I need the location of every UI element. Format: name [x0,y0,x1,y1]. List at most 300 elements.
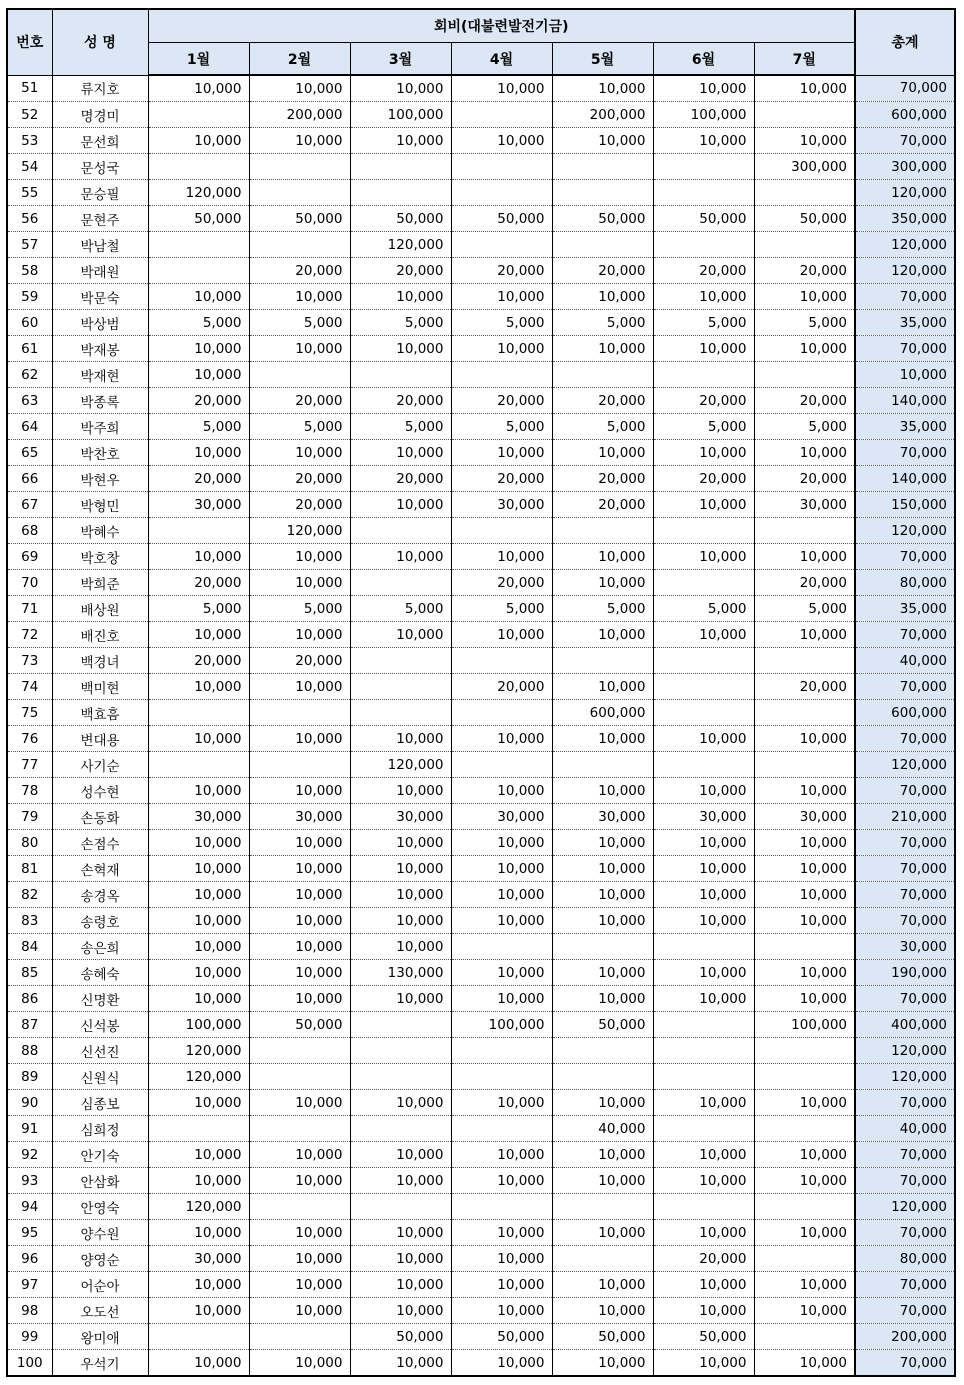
cell-month-3: 10,000 [350,1246,451,1272]
cell-month-3: 10,000 [350,492,451,518]
cell-name: 문성국 [52,154,148,180]
cell-name: 성수현 [52,778,148,804]
cell-month-7: 10,000 [754,1090,855,1116]
cell-name: 배진호 [52,622,148,648]
cell-total: 190,000 [855,960,955,986]
table-row [7,726,955,752]
cell-total: 70,000 [855,986,955,1012]
cell-month-6 [653,518,754,544]
cell-month-5: 10,000 [552,1350,653,1377]
cell-month-5: 10,000 [552,908,653,934]
cell-month-6 [653,700,754,726]
cell-month-3 [350,180,451,206]
cell-month-1: 10,000 [148,960,249,986]
cell-month-4: 20,000 [451,570,552,596]
cell-name: 박주희 [52,414,148,440]
cell-month-7: 10,000 [754,284,855,310]
cell-month-3: 10,000 [350,1350,451,1377]
cell-total: 35,000 [855,596,955,622]
cell-no: 93 [7,1168,52,1194]
cell-month-7: 10,000 [754,1220,855,1246]
cell-month-4: 10,000 [451,1298,552,1324]
cell-month-1: 10,000 [148,362,249,388]
cell-month-1: 10,000 [148,986,249,1012]
cell-no: 57 [7,232,52,258]
cell-month-5: 10,000 [552,1168,653,1194]
cell-name: 박남철 [52,232,148,258]
cell-total: 120,000 [855,232,955,258]
cell-month-2 [249,752,350,778]
table-row [7,934,955,960]
cell-month-6: 10,000 [653,336,754,362]
cell-month-3: 10,000 [350,284,451,310]
cell-month-5: 30,000 [552,804,653,830]
cell-total: 210,000 [855,804,955,830]
table-row [7,232,955,258]
header-month-3: 3월 [350,43,451,76]
cell-month-2: 10,000 [249,1298,350,1324]
cell-month-7: 10,000 [754,336,855,362]
cell-month-4: 10,000 [451,1142,552,1168]
cell-month-2 [249,1324,350,1350]
table-row [7,102,955,128]
cell-no: 59 [7,284,52,310]
cell-name: 왕미애 [52,1324,148,1350]
cell-month-7: 10,000 [754,1142,855,1168]
cell-name: 백경녀 [52,648,148,674]
cell-no: 63 [7,388,52,414]
cell-month-5: 10,000 [552,622,653,648]
cell-month-3: 120,000 [350,232,451,258]
cell-no: 67 [7,492,52,518]
cell-month-5 [552,1064,653,1090]
cell-name: 송경옥 [52,882,148,908]
cell-month-6: 20,000 [653,1246,754,1272]
cell-name: 신명환 [52,986,148,1012]
cell-month-3: 10,000 [350,778,451,804]
table-row [7,830,955,856]
header-name: 성 명 [52,9,148,75]
cell-month-7: 20,000 [754,388,855,414]
cell-month-2: 5,000 [249,596,350,622]
cell-month-1: 10,000 [148,1168,249,1194]
cell-month-7: 10,000 [754,1272,855,1298]
cell-name: 안삼화 [52,1168,148,1194]
cell-month-5: 10,000 [552,1220,653,1246]
cell-month-4: 5,000 [451,596,552,622]
cell-month-2: 10,000 [249,882,350,908]
cell-month-2 [249,1116,350,1142]
cell-no: 75 [7,700,52,726]
cell-month-2 [249,1064,350,1090]
cell-name: 우석기 [52,1350,148,1377]
header-total: 총계 [855,9,955,75]
cell-total: 70,000 [855,1272,955,1298]
cell-month-1 [148,700,249,726]
cell-month-6: 50,000 [653,1324,754,1350]
cell-month-5 [552,1194,653,1220]
cell-no: 91 [7,1116,52,1142]
cell-month-1: 10,000 [148,440,249,466]
cell-no: 79 [7,804,52,830]
cell-month-1 [148,518,249,544]
table-row [7,258,955,284]
table-row [7,1090,955,1116]
cell-name: 손혁재 [52,856,148,882]
table-row [7,414,955,440]
cell-total: 70,000 [855,128,955,154]
cell-month-4 [451,934,552,960]
cell-month-4: 10,000 [451,908,552,934]
cell-no: 100 [7,1350,52,1377]
cell-name: 배상원 [52,596,148,622]
cell-total: 40,000 [855,1116,955,1142]
cell-total: 120,000 [855,1038,955,1064]
cell-month-7: 10,000 [754,778,855,804]
cell-month-6: 10,000 [653,960,754,986]
cell-month-4: 10,000 [451,778,552,804]
cell-month-7 [754,518,855,544]
header-month-1: 1월 [148,43,249,76]
cell-month-3 [350,1064,451,1090]
table-row [7,1298,955,1324]
cell-name: 명경미 [52,102,148,128]
cell-month-7: 10,000 [754,1168,855,1194]
cell-month-3 [350,648,451,674]
cell-month-4 [451,1064,552,1090]
cell-month-5: 10,000 [552,544,653,570]
cell-month-7: 10,000 [754,882,855,908]
cell-name: 심희정 [52,1116,148,1142]
cell-name: 박재현 [52,362,148,388]
cell-month-4 [451,154,552,180]
cell-month-3 [350,674,451,700]
cell-no: 96 [7,1246,52,1272]
cell-month-1: 20,000 [148,570,249,596]
cell-no: 86 [7,986,52,1012]
cell-month-1: 10,000 [148,1272,249,1298]
cell-month-4: 20,000 [451,674,552,700]
cell-month-6: 10,000 [653,986,754,1012]
cell-month-2: 10,000 [249,726,350,752]
header-no: 번호 [7,9,52,75]
cell-name: 문현주 [52,206,148,232]
table-row [7,336,955,362]
cell-month-7: 5,000 [754,310,855,336]
cell-month-6: 5,000 [653,310,754,336]
cell-month-3: 10,000 [350,726,451,752]
dues-table [6,8,956,1377]
cell-month-5: 10,000 [552,128,653,154]
cell-month-1: 5,000 [148,414,249,440]
cell-name: 박문숙 [52,284,148,310]
cell-month-3: 20,000 [350,466,451,492]
cell-month-3 [350,1012,451,1038]
cell-month-4: 10,000 [451,856,552,882]
cell-month-6 [653,180,754,206]
cell-month-5: 5,000 [552,596,653,622]
cell-month-3: 10,000 [350,856,451,882]
cell-name: 박재봉 [52,336,148,362]
table-row [7,1142,955,1168]
cell-month-7 [754,102,855,128]
cell-month-3 [350,1194,451,1220]
table-row [7,492,955,518]
cell-month-6: 5,000 [653,414,754,440]
cell-month-5: 10,000 [552,882,653,908]
cell-month-3: 10,000 [350,1220,451,1246]
cell-month-7: 10,000 [754,1298,855,1324]
cell-month-5: 20,000 [552,258,653,284]
cell-month-4: 10,000 [451,1090,552,1116]
header-month-6: 6월 [653,43,754,76]
cell-month-5: 20,000 [552,466,653,492]
cell-month-2: 10,000 [249,674,350,700]
cell-month-6: 10,000 [653,544,754,570]
cell-month-6: 10,000 [653,440,754,466]
cell-total: 10,000 [855,362,955,388]
cell-month-5: 10,000 [552,674,653,700]
table-row [7,1038,955,1064]
cell-month-2: 20,000 [249,492,350,518]
cell-no: 99 [7,1324,52,1350]
cell-month-1: 10,000 [148,726,249,752]
cell-total: 70,000 [855,856,955,882]
cell-name: 박종록 [52,388,148,414]
cell-total: 120,000 [855,180,955,206]
cell-month-6 [653,752,754,778]
cell-month-6 [653,1194,754,1220]
cell-month-4 [451,180,552,206]
cell-month-1: 10,000 [148,674,249,700]
cell-month-6: 10,000 [653,128,754,154]
cell-month-3: 20,000 [350,258,451,284]
cell-month-3 [350,570,451,596]
cell-month-4 [451,700,552,726]
cell-no: 62 [7,362,52,388]
cell-month-5 [552,180,653,206]
cell-month-5: 5,000 [552,310,653,336]
header-month-4: 4월 [451,43,552,76]
cell-no: 56 [7,206,52,232]
cell-month-4: 10,000 [451,336,552,362]
cell-month-4 [451,1038,552,1064]
table-row [7,284,955,310]
cell-month-4: 10,000 [451,986,552,1012]
cell-name: 송은희 [52,934,148,960]
cell-month-2: 20,000 [249,388,350,414]
cell-month-5: 50,000 [552,1324,653,1350]
cell-month-3: 10,000 [350,1298,451,1324]
cell-month-2: 120,000 [249,518,350,544]
cell-total: 140,000 [855,388,955,414]
cell-total: 70,000 [855,882,955,908]
table-row [7,700,955,726]
cell-month-5 [552,154,653,180]
cell-month-2: 20,000 [249,258,350,284]
cell-month-2: 50,000 [249,206,350,232]
header-dues-group: 회비(대불련발전기금) [148,9,855,43]
cell-month-2: 20,000 [249,466,350,492]
cell-month-6: 10,000 [653,1220,754,1246]
cell-month-3: 50,000 [350,206,451,232]
cell-month-2: 10,000 [249,1272,350,1298]
cell-total: 70,000 [855,544,955,570]
cell-month-6 [653,1012,754,1038]
cell-month-1: 10,000 [148,1142,249,1168]
cell-month-7: 10,000 [754,75,855,102]
cell-month-3: 10,000 [350,440,451,466]
cell-month-7 [754,180,855,206]
cell-month-2: 10,000 [249,544,350,570]
cell-month-1: 10,000 [148,544,249,570]
cell-month-7 [754,1246,855,1272]
cell-month-3 [350,154,451,180]
cell-month-2: 10,000 [249,622,350,648]
cell-month-1 [148,1324,249,1350]
cell-month-2: 10,000 [249,778,350,804]
cell-month-5: 10,000 [552,1298,653,1324]
cell-month-3: 10,000 [350,1142,451,1168]
cell-no: 54 [7,154,52,180]
cell-total: 300,000 [855,154,955,180]
cell-month-6: 10,000 [653,882,754,908]
cell-total: 150,000 [855,492,955,518]
cell-no: 71 [7,596,52,622]
cell-month-1: 120,000 [148,180,249,206]
cell-month-7 [754,1064,855,1090]
cell-month-1 [148,258,249,284]
cell-month-2: 10,000 [249,934,350,960]
cell-month-5: 600,000 [552,700,653,726]
cell-month-6: 20,000 [653,258,754,284]
cell-name: 변대용 [52,726,148,752]
cell-month-2: 5,000 [249,414,350,440]
cell-no: 60 [7,310,52,336]
cell-name: 어순아 [52,1272,148,1298]
cell-month-4: 20,000 [451,388,552,414]
cell-month-3 [350,518,451,544]
cell-month-5: 10,000 [552,440,653,466]
cell-month-2 [249,1194,350,1220]
cell-month-5: 20,000 [552,492,653,518]
cell-name: 사기순 [52,752,148,778]
cell-month-7 [754,1324,855,1350]
cell-no: 70 [7,570,52,596]
cell-total: 120,000 [855,1194,955,1220]
cell-month-6: 10,000 [653,284,754,310]
cell-month-4: 10,000 [451,830,552,856]
cell-month-4: 10,000 [451,284,552,310]
cell-month-1: 10,000 [148,336,249,362]
table-row [7,206,955,232]
cell-name: 양수원 [52,1220,148,1246]
cell-month-3: 10,000 [350,830,451,856]
cell-month-2: 10,000 [249,570,350,596]
table-row [7,1012,955,1038]
cell-total: 80,000 [855,570,955,596]
cell-month-3 [350,1038,451,1064]
cell-month-1: 120,000 [148,1194,249,1220]
cell-month-7: 30,000 [754,492,855,518]
cell-total: 120,000 [855,258,955,284]
table-row [7,180,955,206]
cell-month-4: 10,000 [451,544,552,570]
cell-no: 95 [7,1220,52,1246]
cell-month-6 [653,570,754,596]
cell-month-3: 10,000 [350,986,451,1012]
cell-month-1: 20,000 [148,648,249,674]
cell-no: 77 [7,752,52,778]
cell-month-1: 10,000 [148,622,249,648]
cell-no: 69 [7,544,52,570]
cell-total: 35,000 [855,310,955,336]
cell-month-7 [754,648,855,674]
cell-name: 안영숙 [52,1194,148,1220]
table-row [7,1324,955,1350]
cell-total: 140,000 [855,466,955,492]
cell-name: 신석봉 [52,1012,148,1038]
cell-month-1: 10,000 [148,908,249,934]
cell-month-3 [350,700,451,726]
cell-month-4: 10,000 [451,1220,552,1246]
cell-month-6: 10,000 [653,1142,754,1168]
cell-name: 신선진 [52,1038,148,1064]
cell-month-3: 10,000 [350,1168,451,1194]
cell-month-1: 10,000 [148,882,249,908]
cell-total: 70,000 [855,622,955,648]
cell-month-6: 100,000 [653,102,754,128]
table-row [7,440,955,466]
cell-month-4: 10,000 [451,882,552,908]
cell-no: 88 [7,1038,52,1064]
cell-month-4: 50,000 [451,206,552,232]
cell-name: 박래원 [52,258,148,284]
cell-month-6: 20,000 [653,388,754,414]
cell-month-1: 10,000 [148,1298,249,1324]
cell-month-3 [350,1116,451,1142]
cell-month-7: 20,000 [754,258,855,284]
cell-total: 70,000 [855,75,955,102]
cell-name: 송령호 [52,908,148,934]
header-month-2: 2월 [249,43,350,76]
table-row [7,856,955,882]
cell-month-2: 10,000 [249,830,350,856]
cell-month-6: 10,000 [653,1350,754,1377]
cell-name: 백효흠 [52,700,148,726]
table-row [7,1350,955,1377]
cell-month-4: 5,000 [451,310,552,336]
cell-month-5 [552,1038,653,1064]
cell-month-7: 10,000 [754,856,855,882]
table-row [7,1220,955,1246]
cell-month-3: 10,000 [350,908,451,934]
cell-month-5: 10,000 [552,778,653,804]
cell-month-2: 10,000 [249,440,350,466]
table-row [7,960,955,986]
cell-month-3: 10,000 [350,622,451,648]
cell-no: 76 [7,726,52,752]
cell-month-4 [451,102,552,128]
cell-month-6 [653,934,754,960]
cell-month-7: 10,000 [754,622,855,648]
cell-month-6 [653,1064,754,1090]
cell-month-4: 10,000 [451,1350,552,1377]
table-row [7,1116,955,1142]
cell-name: 송혜숙 [52,960,148,986]
cell-total: 70,000 [855,726,955,752]
table-row [7,622,955,648]
